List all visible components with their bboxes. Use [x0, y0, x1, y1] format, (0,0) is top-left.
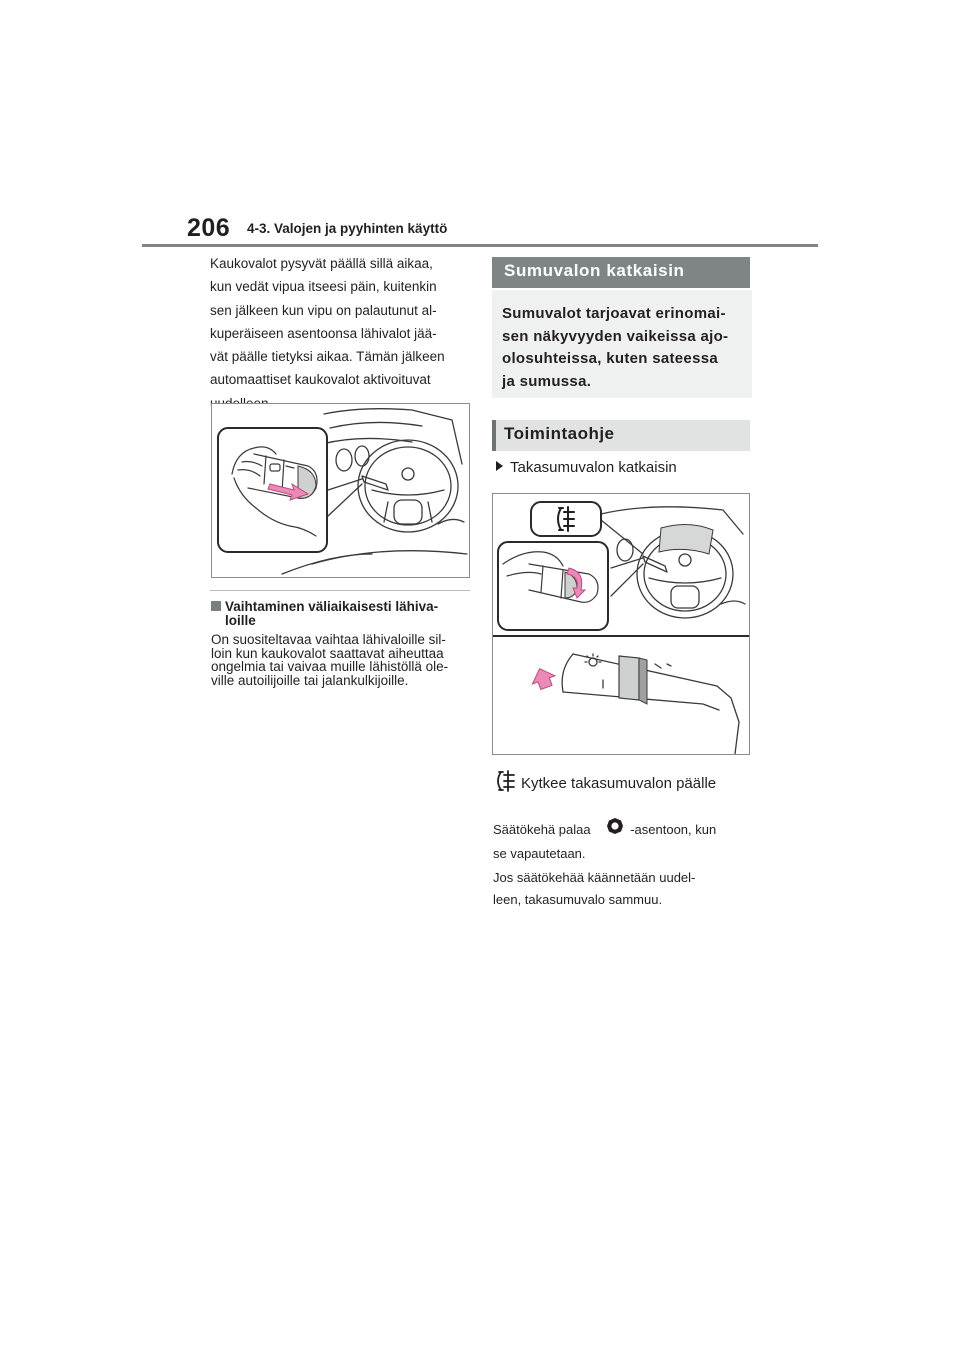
- subsection-heading-line: loille: [225, 612, 256, 628]
- instructions-heading-text: Toimintaohje: [504, 424, 615, 443]
- note-2-line: Jos säätökehää käännetään uudel-: [493, 870, 696, 885]
- rear-fog-light-switch-illustration: [493, 494, 749, 754]
- section-title: 4-3. Valojen ja pyyhinten käyttö: [247, 221, 448, 236]
- note-text: -asentoon, kun: [630, 822, 717, 837]
- subsection-body-line: loin kun kaukovalot saattavat aiheuttaa: [211, 645, 444, 661]
- page-number: 206: [187, 214, 231, 242]
- subsection-heading-line: Vaihtaminen väliaikaisesti lähiva-: [225, 599, 439, 614]
- intro-paragraph: [210, 252, 472, 415]
- intro-line: kun vedät vipua itseesi päin, kuitenkin: [210, 279, 437, 295]
- header-rule: [142, 244, 818, 247]
- note-text: Säätökehä palaa: [493, 822, 591, 837]
- off-position-icon: [606, 817, 624, 835]
- note-line-2: se vapautetaan.: [493, 846, 586, 861]
- intro-line: Kaukovalot pysyvät päällä sillä aikaa,: [210, 256, 433, 271]
- rear-fog-light-icon: [493, 770, 517, 792]
- subsection-body-line: On suositeltavaa vaihtaa lähivaloille sil-: [211, 632, 446, 647]
- lead-box: [492, 290, 752, 398]
- note-line-1: [493, 817, 716, 840]
- note-2: [493, 867, 755, 911]
- arrow-bullet-icon: [496, 461, 503, 471]
- lead-line: sen näkyvyyden vaikeissa ajo-: [502, 327, 729, 345]
- intro-line: vät päälle tietyksi aikaa. Tämän jälkeen: [210, 349, 445, 365]
- lead-line: ja sumussa.: [502, 372, 592, 390]
- list-item-rear-fog: [496, 459, 677, 476]
- lead-line: Sumuvalot tarjoavat erinomai-: [502, 305, 726, 322]
- steering-wheel-lever-pull-illustration: [212, 404, 469, 577]
- section-heading-text: Sumuvalon katkaisin: [504, 261, 685, 280]
- intro-line: kuperäiseen asentoonsa lähivalot jää-: [210, 325, 437, 341]
- intro-line: sen jälkeen kun vipu on palautunut al-: [210, 302, 437, 318]
- list-item-text: Takasumuvalon katkaisin: [510, 459, 677, 476]
- note-2-line: leen, takasumuvalo sammuu.: [493, 892, 663, 907]
- heading-accent-bar: [492, 420, 496, 451]
- rear-fog-description-text: Kytkee takasumuvalon päälle: [521, 775, 717, 792]
- subsection-body: [211, 633, 473, 687]
- subsection-body-line: ongelmia tai vaivaa muille lähistöllä ole-: [211, 659, 449, 675]
- section-heading-fog-switch: [492, 257, 750, 288]
- subsection-heading: [211, 600, 471, 627]
- subsection-rule: [210, 590, 470, 591]
- figure-fog-switch: [492, 493, 750, 755]
- rear-fog-description: [493, 770, 716, 792]
- intro-line: automaattiset kaukovalot aktivoituvat: [210, 372, 431, 388]
- subsection-body-line: ville autoilijoille tai jalankulkijoille.: [211, 672, 409, 688]
- lead-line: olosuhteissa, kuten sateessa: [502, 350, 718, 367]
- bullet-square-icon: [211, 601, 221, 611]
- instructions-heading: [492, 420, 750, 451]
- figure-lever-pull: [211, 403, 470, 578]
